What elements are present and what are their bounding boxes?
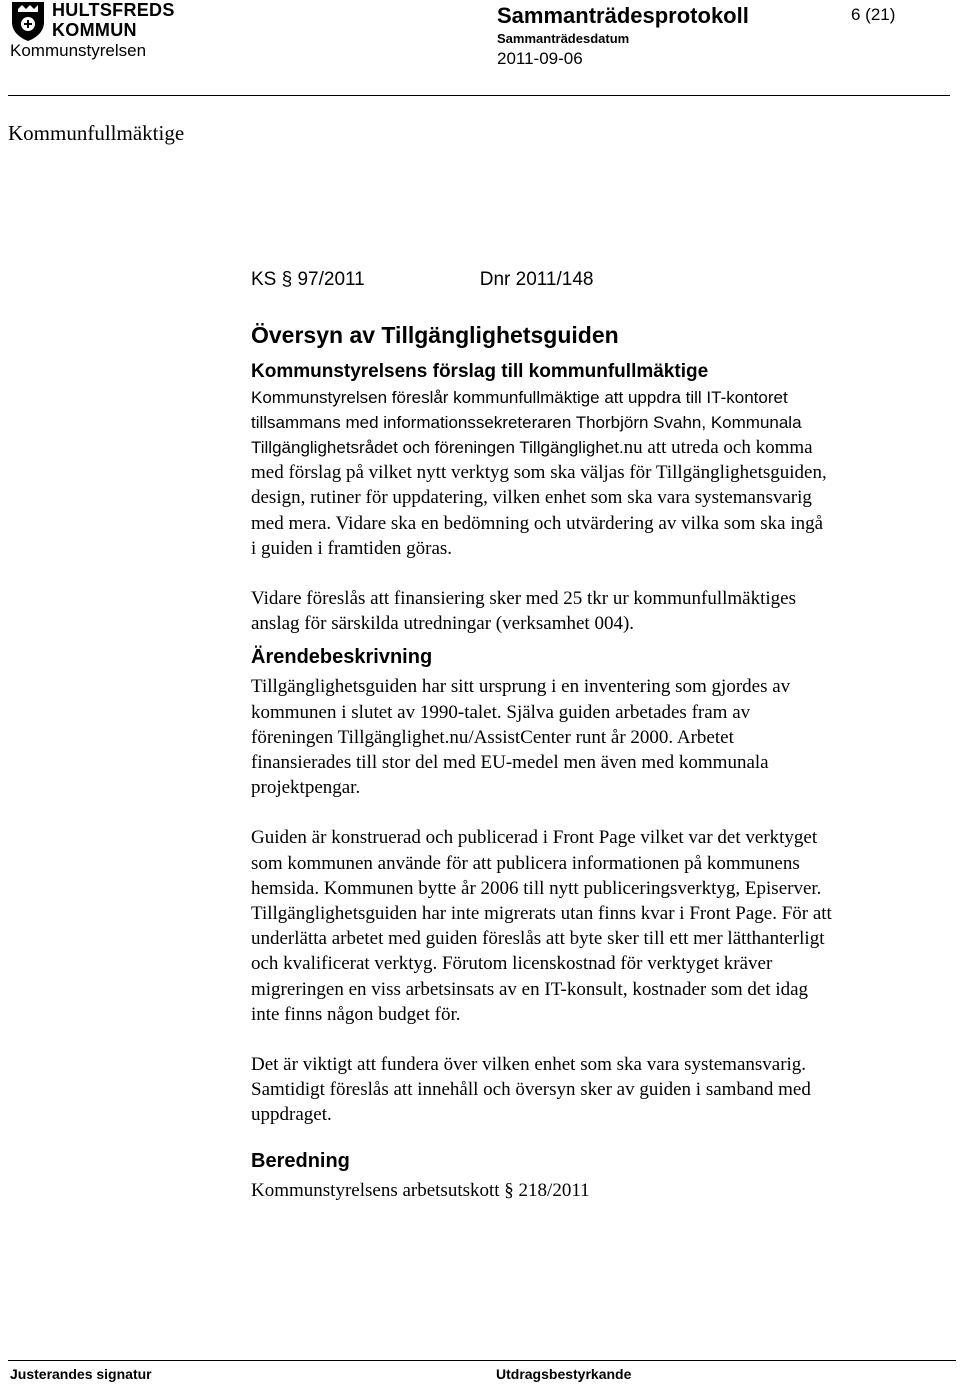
proposal-line-start: Tillgänglighetsrådet och föreningen Tillgänglighet.: [251, 438, 624, 457]
description-heading: Ärendebeskrivning: [251, 646, 433, 669]
proposal-text: [251, 385, 931, 561]
description-line: inte finns någon budget för.: [251, 1003, 461, 1025]
description-line: föreningen Tillgänglighet.nu/AssistCenter runt år 2000. Arbetet: [251, 726, 734, 748]
page-title: Översyn av Tillgänglighetsguiden: [251, 322, 619, 348]
footer-divider: [8, 1360, 956, 1361]
case-line: [251, 266, 931, 294]
description-line: hemsida. Kommunen bytte år 2006 till nytt publiceringsverktyg, Episerver.: [251, 877, 822, 899]
preparation-text: Kommunstyrelsens arbetsutskott § 218/2011: [251, 1179, 590, 1201]
proposal-line-end: nu att utreda och komma: [623, 437, 813, 458]
header-divider: [8, 95, 950, 96]
logo-line2: KOMMUN: [52, 20, 137, 40]
proposal-line: i guiden i framtiden göras.: [251, 537, 453, 559]
municipality-logo: [10, 0, 180, 42]
description-line: som kommunen använde för att publicera informationen på kommunens: [251, 852, 800, 874]
proposal-line: Kommunstyrelsen föreslår kommunfullmäktige att uppdra till IT-kontoret: [251, 388, 788, 407]
extract-certification-label: Utdragsbestyrkande: [496, 1366, 632, 1382]
proposal-heading: Kommunstyrelsens förslag till kommunfullmäktige: [251, 361, 709, 382]
financing-line: Vidare föreslås att finansiering sker med 25 tkr ur kommunfullmäktiges: [251, 588, 796, 610]
description-line: uppdraget.: [251, 1104, 332, 1126]
financing-line: anslag för särskilda utredningar (verksamhet 004).: [251, 613, 635, 635]
description-paragraph-3: [251, 1052, 931, 1128]
proposal-line: design, rutiner för uppdatering, vilken enhet som ska vara systemansvarig: [251, 487, 812, 509]
description-line: Tillgänglighetsguiden har inte migrerats utan finns kvar i Front Page. För att: [251, 903, 832, 925]
page-number: 6 (21): [851, 5, 896, 24]
meeting-date: 2011-09-06: [497, 49, 583, 68]
proposal-line: med förslag på vilket nytt verktyg som ska väljas för Tillgänglighetsguiden,: [251, 462, 827, 484]
municipal-coat-of-arms-icon: [10, 0, 46, 42]
description-paragraph-1: [251, 674, 931, 800]
description-line: kommunen i slutet av 1990-talet. Själva guiden arbetades fram av: [251, 701, 751, 723]
financing-text: [251, 586, 931, 636]
proposal-line: med mera. Vidare ska en bedömning och utvärdering av vilka som ska ingå: [251, 512, 824, 534]
preparation-heading: Beredning: [251, 1149, 350, 1172]
logo-wordmark: [52, 0, 175, 40]
description-line: projektpengar.: [251, 777, 361, 799]
section-name: Kommunfullmäktige: [8, 121, 185, 145]
meeting-date-label: Sammanträdesdatum: [497, 31, 630, 46]
logo-line1: HULTSFREDS: [52, 0, 175, 20]
description-line: Tillgänglighetsguiden har sitt ursprung i en inventering som gjordes av: [251, 676, 791, 698]
document-type: Sammanträdesprotokoll: [497, 3, 749, 28]
description-line: Guiden är konstruerad och publicerad i Front Page vilket var det verktyget: [251, 827, 818, 849]
signature-label: Justerandes signatur: [10, 1366, 152, 1382]
description-line: migreringen en viss arbetsinsats av en IT-konsult, kostnader som det idag: [251, 978, 809, 1000]
registration-number: Dnr 2011/148: [479, 269, 594, 290]
description-line: underlätta arbetet med guiden föreslås att byte sker till ett mer lätthanterligt: [251, 928, 825, 950]
document-body: [251, 266, 931, 1203]
description-line: och kvalificerat verktyg. Förutom licenskostnad för verktyget kräver: [251, 953, 773, 975]
proposal-line-mixed: [251, 435, 931, 460]
description-line: finansierades till stor del med EU-medel men även med kommunala: [251, 752, 769, 774]
description-paragraph-2: [251, 825, 931, 1027]
proposal-line: tillsammans med informationssekreteraren Thorbjörn Svahn, Kommunala: [251, 413, 802, 432]
description-line: Det är viktigt att fundera över vilken enhet som ska vara systemansvarig.: [251, 1054, 807, 1076]
organization-name: Kommunstyrelsen: [10, 41, 147, 60]
case-number: KS § 97/2011: [251, 269, 365, 290]
description-line: Samtidigt föreslås att innehåll och översyn sker av guiden i samband med: [251, 1079, 811, 1101]
